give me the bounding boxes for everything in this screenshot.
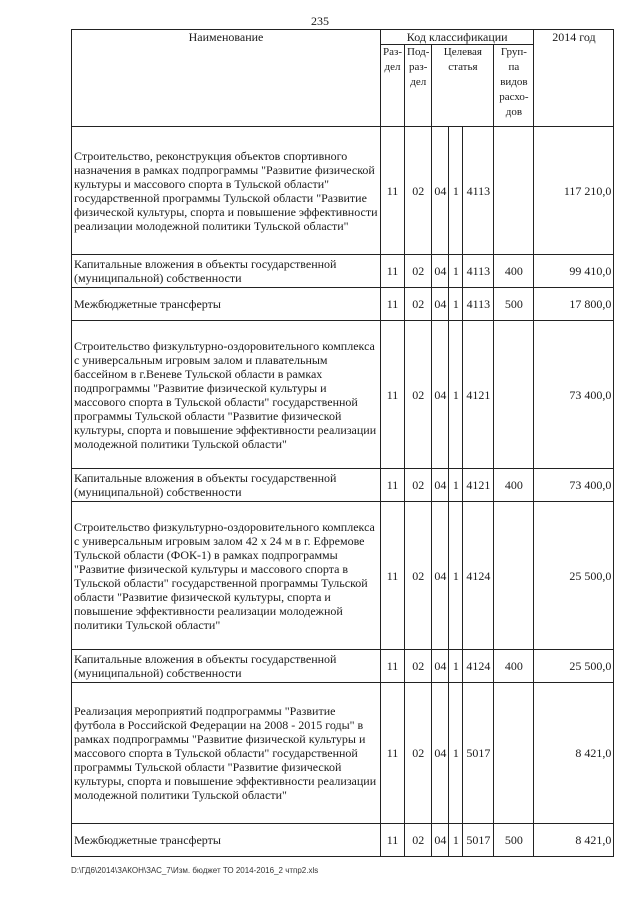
row-amount: 73 400,0 <box>534 321 614 469</box>
row-amount: 99 410,0 <box>534 255 614 288</box>
table-row <box>72 288 614 321</box>
row-name: Капитальные вложения в объекты государственной (муниципальной) собственности <box>72 255 381 288</box>
table-row <box>72 255 614 288</box>
row-target-part3: 4113 <box>463 255 494 288</box>
row-amount: 73 400,0 <box>534 469 614 502</box>
row-expense-group: 400 <box>494 650 534 683</box>
row-amount: 17 800,0 <box>534 288 614 321</box>
table-header <box>72 30 614 127</box>
row-podrazdel: 02 <box>405 255 432 288</box>
header-razdel: Раз-дел <box>381 45 405 127</box>
row-target-part1: 04 <box>432 288 449 321</box>
row-name: Межбюджетные трансферты <box>72 824 381 857</box>
row-target-part2: 1 <box>449 321 463 469</box>
row-target-part2: 1 <box>449 288 463 321</box>
row-podrazdel: 02 <box>405 321 432 469</box>
row-podrazdel: 02 <box>405 288 432 321</box>
header-target-article: Целевая статья <box>432 45 494 127</box>
row-podrazdel: 02 <box>405 650 432 683</box>
row-podrazdel: 02 <box>405 824 432 857</box>
row-target-part3: 4124 <box>463 502 494 650</box>
row-name: Строительство физкультурно-оздоровительного комплекса с универсальным игровым залом 42 х 24 м в г. Ефремове Тульской области (ФОК-1) в рамках подпрограммы "Развитие физической культуры и массового спорта в Тульской области" государственной программы Тульской области "Развитие физической культуры, спорта и повышение эффективности реализации молодежной политики Тульской области" <box>72 502 381 650</box>
row-target-part1: 04 <box>432 469 449 502</box>
row-razdel: 11 <box>381 321 405 469</box>
row-name: Капитальные вложения в объекты государственной (муниципальной) собственности <box>72 650 381 683</box>
row-target-part2: 1 <box>449 469 463 502</box>
row-podrazdel: 02 <box>405 683 432 824</box>
table-row <box>72 469 614 502</box>
header-year: 2014 год <box>534 30 614 127</box>
row-expense-group: 500 <box>494 824 534 857</box>
table-row <box>72 824 614 857</box>
row-amount: 117 210,0 <box>534 127 614 255</box>
table-row <box>72 502 614 650</box>
row-podrazdel: 02 <box>405 127 432 255</box>
header-expense-group: Груп-па видов расхо-дов <box>494 45 534 127</box>
row-razdel: 11 <box>381 683 405 824</box>
row-razdel: 11 <box>381 469 405 502</box>
row-target-part3: 4113 <box>463 127 494 255</box>
row-expense-group <box>494 321 534 469</box>
row-podrazdel: 02 <box>405 502 432 650</box>
row-expense-group <box>494 683 534 824</box>
row-target-part1: 04 <box>432 255 449 288</box>
row-target-part2: 1 <box>449 650 463 683</box>
table-body <box>72 127 614 857</box>
row-target-part2: 1 <box>449 502 463 650</box>
row-target-part1: 04 <box>432 502 449 650</box>
table-row <box>72 321 614 469</box>
row-target-part3: 5017 <box>463 824 494 857</box>
row-amount: 8 421,0 <box>534 824 614 857</box>
row-amount: 25 500,0 <box>534 502 614 650</box>
budget-table <box>71 29 614 857</box>
row-target-part3: 4121 <box>463 469 494 502</box>
row-razdel: 11 <box>381 824 405 857</box>
row-podrazdel: 02 <box>405 469 432 502</box>
row-target-part3: 4121 <box>463 321 494 469</box>
row-target-part2: 1 <box>449 824 463 857</box>
row-expense-group <box>494 502 534 650</box>
footer-file-path: D:\ГД6\2014\ЗАКОН\ЗАС_7\Изм. бюджет ТО 2014-2016_2 чтпр2.xls <box>71 866 319 875</box>
row-name: Капитальные вложения в объекты государственной (муниципальной) собственности <box>72 469 381 502</box>
header-podrazdel: Под-раз-дел <box>405 45 432 127</box>
row-name: Строительство физкультурно-оздоровительного комплекса с универсальным игровым залом и плавательным бассейном в г.Веневе Тульской области в рамках подпрограммы "Развитие физической культуры и массового спорта в Тульской области" государственной программы Тульской области "Развитие физической культуры, спорта и повышение эффективности реализации молодежной политики Тульской области" <box>72 321 381 469</box>
row-target-part1: 04 <box>432 321 449 469</box>
row-name: Строительство, реконструкция объектов спортивного назначения в рамках подпрограммы "Развитие физической культуры и массового спорта в Тульской области" государственной программы Тульской области "Развитие физической культуры, спорта и повышение эффективности реализации молодежной политики Тульской области" <box>72 127 381 255</box>
row-razdel: 11 <box>381 288 405 321</box>
row-target-part1: 04 <box>432 650 449 683</box>
row-amount: 8 421,0 <box>534 683 614 824</box>
row-expense-group: 400 <box>494 469 534 502</box>
header-classification: Код классификации <box>381 30 534 45</box>
row-target-part3: 4124 <box>463 650 494 683</box>
row-target-part1: 04 <box>432 824 449 857</box>
row-razdel: 11 <box>381 255 405 288</box>
row-amount: 25 500,0 <box>534 650 614 683</box>
row-target-part2: 1 <box>449 127 463 255</box>
row-expense-group <box>494 127 534 255</box>
row-razdel: 11 <box>381 127 405 255</box>
row-name: Межбюджетные трансферты <box>72 288 381 321</box>
table-row <box>72 650 614 683</box>
row-name: Реализация мероприятий подпрограммы "Развитие футбола в Российской Федерации на 2008 - 2015 годы" в рамках подпрограммы "Развитие физической культуры и массового спорта в Тульской области" государственной программы Тульской области "Развитие физической культуры, спорта и повышение эффективности реализации молодежной политики Тульской области" <box>72 683 381 824</box>
row-expense-group: 500 <box>494 288 534 321</box>
row-target-part3: 4113 <box>463 288 494 321</box>
table-row <box>72 683 614 824</box>
row-target-part2: 1 <box>449 683 463 824</box>
row-razdel: 11 <box>381 650 405 683</box>
row-razdel: 11 <box>381 502 405 650</box>
page-number: 235 <box>311 14 329 28</box>
row-target-part1: 04 <box>432 683 449 824</box>
row-target-part1: 04 <box>432 127 449 255</box>
header-name: Наименование <box>72 30 381 127</box>
row-target-part2: 1 <box>449 255 463 288</box>
table-row <box>72 127 614 255</box>
row-expense-group: 400 <box>494 255 534 288</box>
row-target-part3: 5017 <box>463 683 494 824</box>
